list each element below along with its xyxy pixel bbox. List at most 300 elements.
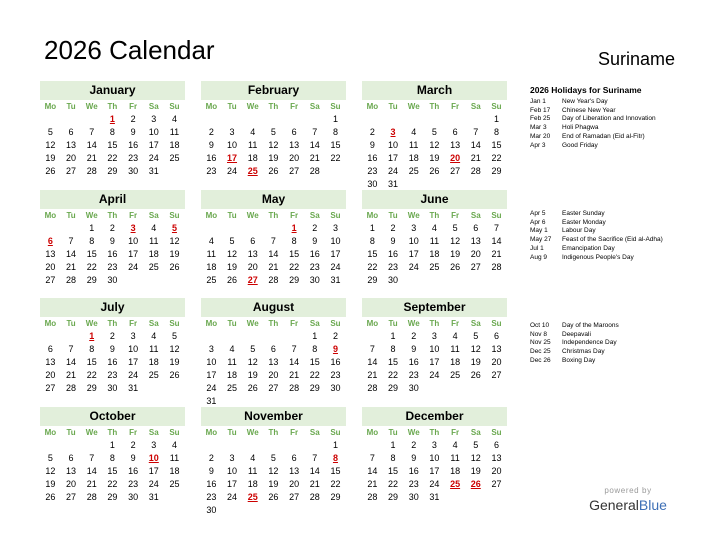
day-cell: 31 bbox=[128, 383, 139, 393]
weekday-label: Th bbox=[268, 211, 279, 220]
weekday-label: Su bbox=[330, 319, 341, 328]
holiday-row bbox=[530, 357, 710, 366]
day-cell: 9 bbox=[411, 453, 417, 463]
holiday-date-cell: 8 bbox=[332, 453, 338, 463]
day-cell: 7 bbox=[312, 453, 318, 463]
day-cell: 27 bbox=[66, 492, 77, 502]
weekday-label: Fr bbox=[451, 428, 460, 437]
day-cell: 25 bbox=[408, 166, 419, 176]
day-cell: 27 bbox=[450, 166, 461, 176]
day-cell: 29 bbox=[330, 492, 341, 502]
holiday-date-cell: 10 bbox=[148, 453, 159, 463]
day-cell: 9 bbox=[208, 140, 214, 150]
day-cell: 19 bbox=[268, 479, 279, 489]
day-cell: 24 bbox=[227, 166, 238, 176]
holiday-name: New Year's Day bbox=[562, 98, 608, 105]
day-cell: 19 bbox=[227, 262, 238, 272]
month-days-grid bbox=[40, 317, 185, 395]
month-header: December bbox=[362, 407, 507, 426]
day-cell: 16 bbox=[128, 466, 139, 476]
day-cell: 26 bbox=[169, 370, 180, 380]
day-cell: 6 bbox=[452, 127, 458, 137]
weekday-label: Th bbox=[429, 102, 440, 111]
weekday-label: Mo bbox=[44, 428, 57, 437]
day-cell: 21 bbox=[367, 479, 378, 489]
day-cell: 26 bbox=[268, 166, 279, 176]
holiday-date: Oct 10 bbox=[530, 322, 550, 329]
day-cell: 12 bbox=[470, 453, 481, 463]
empty-day-cell bbox=[61, 222, 82, 235]
day-cell: 29 bbox=[367, 275, 378, 285]
day-cell: 23 bbox=[408, 479, 419, 489]
day-cell: 17 bbox=[388, 153, 399, 163]
day-cell: 17 bbox=[408, 249, 419, 259]
day-cell: 13 bbox=[45, 357, 56, 367]
holiday-date-cell: 3 bbox=[130, 223, 136, 233]
day-cell: 23 bbox=[309, 262, 320, 272]
day-cell: 21 bbox=[268, 262, 279, 272]
day-cell: 7 bbox=[270, 236, 276, 246]
holiday-date-cell: 20 bbox=[450, 153, 461, 163]
weekday-label: We bbox=[85, 211, 98, 220]
day-cell: 17 bbox=[128, 357, 139, 367]
day-cell: 25 bbox=[450, 370, 461, 380]
day-cell: 24 bbox=[148, 479, 159, 489]
weekday-label: Fr bbox=[129, 102, 138, 111]
holidays-title: 2026 Holidays for Suriname bbox=[530, 85, 642, 95]
day-cell: 6 bbox=[250, 236, 256, 246]
weekday-label: Tu bbox=[66, 211, 76, 220]
weekday-label: Sa bbox=[470, 102, 481, 111]
day-cell: 27 bbox=[45, 383, 56, 393]
day-cell: 27 bbox=[491, 370, 502, 380]
holiday-date-cell: 9 bbox=[332, 344, 338, 354]
day-cell: 20 bbox=[289, 479, 300, 489]
day-cell: 18 bbox=[450, 466, 461, 476]
weekday-label: Th bbox=[107, 102, 118, 111]
day-cell: 7 bbox=[369, 344, 375, 354]
day-cell: 14 bbox=[268, 249, 279, 259]
weekday-label: We bbox=[85, 319, 98, 328]
weekday-label: Sa bbox=[148, 428, 159, 437]
weekday-label: We bbox=[85, 428, 98, 437]
holiday-name: Labour Day bbox=[562, 227, 596, 235]
day-cell: 1 bbox=[390, 331, 396, 341]
day-cell: 4 bbox=[431, 223, 437, 233]
weekday-label: Tu bbox=[388, 102, 398, 111]
holiday-name: Good Friday bbox=[562, 141, 598, 149]
day-cell: 13 bbox=[470, 236, 481, 246]
day-cell: 14 bbox=[367, 357, 378, 367]
day-cell: 5 bbox=[473, 440, 479, 450]
holiday-name: Holi Phagwa bbox=[562, 124, 599, 132]
day-cell: 30 bbox=[128, 166, 139, 176]
day-cell: 24 bbox=[429, 479, 440, 489]
day-cell: 22 bbox=[367, 262, 378, 272]
day-cell: 21 bbox=[367, 370, 378, 380]
day-cell: 29 bbox=[86, 275, 97, 285]
day-cell: 5 bbox=[47, 453, 53, 463]
day-cell: 20 bbox=[491, 466, 502, 476]
day-cell: 11 bbox=[149, 344, 159, 354]
day-cell: 11 bbox=[409, 140, 419, 150]
day-cell: 2 bbox=[332, 331, 338, 341]
month-header: March bbox=[362, 81, 507, 100]
day-cell: 22 bbox=[330, 153, 341, 163]
day-cell: 29 bbox=[289, 275, 300, 285]
weekday-label: Su bbox=[491, 319, 502, 328]
holiday-date-cell: 27 bbox=[247, 275, 258, 285]
weekday-label: Su bbox=[169, 102, 180, 111]
empty-day-cell bbox=[383, 113, 404, 126]
empty-day-cell bbox=[40, 113, 61, 126]
day-cell: 3 bbox=[431, 331, 437, 341]
day-cell: 29 bbox=[388, 492, 399, 502]
day-cell: 23 bbox=[206, 492, 217, 502]
weekday-label: We bbox=[407, 319, 420, 328]
holiday-row bbox=[530, 98, 710, 107]
day-cell: 3 bbox=[130, 331, 136, 341]
weekday-label: Fr bbox=[129, 211, 138, 220]
day-cell: 1 bbox=[332, 114, 338, 124]
day-cell: 18 bbox=[148, 357, 159, 367]
day-cell: 16 bbox=[330, 357, 341, 367]
holiday-date: Mar 3 bbox=[530, 124, 547, 132]
day-cell: 3 bbox=[431, 440, 437, 450]
country-name: Suriname bbox=[598, 49, 676, 69]
day-cell: 19 bbox=[45, 479, 56, 489]
month-header: November bbox=[201, 407, 346, 426]
day-cell: 26 bbox=[45, 166, 56, 176]
day-cell: 21 bbox=[309, 153, 320, 163]
day-cell: 30 bbox=[128, 492, 139, 502]
day-cell: 8 bbox=[291, 236, 297, 246]
empty-day-cell bbox=[222, 330, 243, 343]
day-cell: 30 bbox=[107, 383, 118, 393]
day-cell: 23 bbox=[330, 370, 341, 380]
day-cell: 18 bbox=[148, 249, 159, 259]
day-cell: 26 bbox=[268, 492, 279, 502]
day-cell: 22 bbox=[388, 479, 399, 489]
empty-day-cell bbox=[222, 113, 243, 126]
day-cell: 7 bbox=[89, 127, 95, 137]
month-header: January bbox=[40, 81, 185, 100]
day-cell: 21 bbox=[470, 153, 481, 163]
day-cell: 23 bbox=[107, 262, 118, 272]
day-cell: 20 bbox=[45, 370, 56, 380]
day-cell: 31 bbox=[148, 166, 159, 176]
weekday-label: Su bbox=[491, 211, 502, 220]
day-cell: 1 bbox=[369, 223, 375, 233]
day-cell: 4 bbox=[151, 223, 157, 233]
holiday-date: Mar 20 bbox=[530, 132, 551, 140]
day-cell: 8 bbox=[369, 236, 375, 246]
day-cell: 7 bbox=[493, 223, 499, 233]
holiday-date: Aug 9 bbox=[530, 253, 547, 261]
day-cell: 13 bbox=[491, 453, 502, 463]
day-cell: 20 bbox=[268, 370, 279, 380]
day-cell: 26 bbox=[45, 492, 56, 502]
day-cell: 18 bbox=[247, 479, 258, 489]
day-cell: 26 bbox=[450, 262, 461, 272]
weekday-label: Mo bbox=[44, 211, 57, 220]
day-cell: 8 bbox=[390, 453, 396, 463]
day-cell: 17 bbox=[429, 357, 440, 367]
empty-day-cell bbox=[445, 113, 466, 126]
empty-day-cell bbox=[61, 330, 82, 343]
weekday-label: Mo bbox=[44, 102, 57, 111]
day-cell: 25 bbox=[429, 262, 440, 272]
day-cell: 15 bbox=[388, 466, 399, 476]
weekday-label: We bbox=[246, 319, 259, 328]
weekday-label: Sa bbox=[470, 319, 481, 328]
holiday-row bbox=[530, 107, 710, 116]
day-cell: 28 bbox=[289, 383, 300, 393]
day-cell: 18 bbox=[429, 249, 440, 259]
day-cell: 23 bbox=[107, 370, 118, 380]
day-cell: 12 bbox=[45, 140, 56, 150]
weekday-label: Sa bbox=[309, 211, 320, 220]
holiday-date: May 27 bbox=[530, 236, 552, 244]
weekday-label: Su bbox=[330, 211, 341, 220]
day-cell: 4 bbox=[171, 440, 177, 450]
day-cell: 15 bbox=[107, 140, 118, 150]
weekday-label: Tu bbox=[66, 319, 76, 328]
day-cell: 30 bbox=[107, 275, 118, 285]
empty-day-cell bbox=[304, 439, 325, 452]
holiday-list-q1 bbox=[530, 84, 710, 150]
empty-day-cell bbox=[362, 439, 383, 452]
empty-day-cell bbox=[242, 113, 263, 126]
day-cell: 15 bbox=[330, 466, 341, 476]
day-cell: 28 bbox=[491, 262, 502, 272]
day-cell: 20 bbox=[66, 479, 77, 489]
holiday-row bbox=[530, 331, 710, 340]
weekday-label: Th bbox=[268, 102, 279, 111]
day-cell: 1 bbox=[312, 331, 318, 341]
day-cell: 4 bbox=[171, 114, 177, 124]
day-cell: 15 bbox=[107, 466, 118, 476]
day-cell: 2 bbox=[208, 453, 214, 463]
weekday-label: Sa bbox=[309, 428, 320, 437]
day-cell: 2 bbox=[390, 223, 396, 233]
weekday-label: Th bbox=[107, 428, 118, 437]
empty-day-cell bbox=[263, 222, 284, 235]
day-cell: 18 bbox=[169, 466, 180, 476]
month-header: April bbox=[40, 190, 185, 209]
day-cell: 28 bbox=[86, 166, 97, 176]
day-cell: 2 bbox=[369, 127, 375, 137]
day-cell: 3 bbox=[229, 127, 235, 137]
weekday-label: We bbox=[407, 428, 420, 437]
day-cell: 7 bbox=[312, 127, 318, 137]
brand-name bbox=[588, 496, 668, 514]
day-cell: 28 bbox=[367, 383, 378, 393]
month-may bbox=[201, 190, 346, 287]
day-cell: 14 bbox=[289, 357, 300, 367]
month-header: June bbox=[362, 190, 507, 209]
day-cell: 3 bbox=[208, 344, 214, 354]
day-cell: 22 bbox=[289, 262, 300, 272]
day-cell: 13 bbox=[491, 344, 502, 354]
day-cell: 29 bbox=[86, 383, 97, 393]
weekday-label: Mo bbox=[366, 102, 379, 111]
day-cell: 16 bbox=[408, 357, 419, 367]
day-cell: 19 bbox=[247, 370, 258, 380]
day-cell: 31 bbox=[148, 492, 159, 502]
day-cell: 24 bbox=[128, 262, 139, 272]
empty-day-cell bbox=[81, 439, 102, 452]
day-cell: 12 bbox=[45, 466, 56, 476]
day-cell: 9 bbox=[130, 453, 136, 463]
day-cell: 14 bbox=[470, 140, 481, 150]
weekday-label: Fr bbox=[290, 428, 299, 437]
day-cell: 19 bbox=[470, 466, 481, 476]
month-header: August bbox=[201, 298, 346, 317]
day-cell: 12 bbox=[429, 140, 440, 150]
day-cell: 1 bbox=[390, 440, 396, 450]
day-cell: 13 bbox=[289, 140, 300, 150]
day-cell: 7 bbox=[68, 344, 74, 354]
day-cell: 26 bbox=[429, 166, 440, 176]
empty-day-cell bbox=[263, 330, 284, 343]
weekday-label: Th bbox=[429, 428, 440, 437]
day-cell: 2 bbox=[109, 331, 115, 341]
day-cell: 17 bbox=[128, 249, 139, 259]
day-cell: 18 bbox=[169, 140, 180, 150]
empty-day-cell bbox=[222, 439, 243, 452]
weekday-label: Tu bbox=[66, 102, 76, 111]
holiday-name: Day of the Maroons bbox=[562, 322, 619, 329]
month-days-grid bbox=[362, 317, 507, 395]
day-cell: 29 bbox=[388, 383, 399, 393]
day-cell: 12 bbox=[268, 466, 279, 476]
holiday-list-q3 bbox=[530, 322, 710, 366]
holiday-date: Jul 1 bbox=[530, 244, 544, 252]
day-cell: 7 bbox=[291, 344, 297, 354]
day-cell: 24 bbox=[148, 153, 159, 163]
day-cell: 5 bbox=[431, 127, 437, 137]
month-days-grid bbox=[201, 426, 346, 517]
weekday-label: Sa bbox=[148, 102, 159, 111]
day-cell: 13 bbox=[289, 466, 300, 476]
day-cell: 3 bbox=[229, 453, 235, 463]
day-cell: 9 bbox=[369, 140, 375, 150]
day-cell: 16 bbox=[408, 466, 419, 476]
empty-day-cell bbox=[222, 222, 243, 235]
holiday-list-q2 bbox=[530, 210, 710, 262]
month-days-grid bbox=[362, 209, 507, 287]
day-cell: 9 bbox=[208, 466, 214, 476]
day-cell: 11 bbox=[429, 236, 440, 246]
weekday-label: Fr bbox=[129, 428, 138, 437]
day-cell: 15 bbox=[86, 357, 97, 367]
weekday-label: Fr bbox=[129, 319, 138, 328]
day-cell: 3 bbox=[151, 440, 157, 450]
day-cell: 17 bbox=[148, 466, 159, 476]
holiday-date-cell: 5 bbox=[171, 223, 177, 233]
day-cell: 12 bbox=[247, 357, 258, 367]
day-cell: 19 bbox=[169, 249, 180, 259]
weekday-label: Sa bbox=[309, 319, 320, 328]
day-cell: 8 bbox=[312, 344, 318, 354]
day-cell: 24 bbox=[227, 492, 238, 502]
day-cell: 6 bbox=[291, 453, 297, 463]
holiday-date-cell: 25 bbox=[450, 479, 461, 489]
day-cell: 5 bbox=[250, 344, 256, 354]
generalblue-logo[interactable] bbox=[588, 486, 668, 514]
holiday-date: Apr 5 bbox=[530, 210, 546, 217]
month-header: September bbox=[362, 298, 507, 317]
holiday-date-cell: 26 bbox=[470, 479, 481, 489]
month-april bbox=[40, 190, 185, 287]
day-cell: 4 bbox=[250, 453, 256, 463]
holiday-row bbox=[530, 227, 710, 236]
day-cell: 24 bbox=[206, 383, 217, 393]
weekday-label: Mo bbox=[366, 211, 379, 220]
holiday-name: Chinese New Year bbox=[562, 106, 616, 114]
month-header: October bbox=[40, 407, 185, 426]
day-cell: 10 bbox=[128, 236, 139, 246]
day-cell: 20 bbox=[470, 249, 481, 259]
holiday-date-cell: 1 bbox=[89, 331, 95, 341]
day-cell: 23 bbox=[388, 262, 399, 272]
day-cell: 30 bbox=[408, 383, 419, 393]
day-cell: 2 bbox=[208, 127, 214, 137]
day-cell: 11 bbox=[169, 127, 180, 137]
holiday-row bbox=[530, 236, 710, 245]
empty-day-cell bbox=[263, 439, 284, 452]
day-cell: 14 bbox=[86, 140, 97, 150]
weekday-label: Tu bbox=[227, 319, 237, 328]
day-cell: 15 bbox=[86, 249, 97, 259]
empty-day-cell bbox=[465, 113, 486, 126]
day-cell: 8 bbox=[109, 127, 115, 137]
weekday-label: Su bbox=[169, 319, 180, 328]
empty-day-cell bbox=[242, 222, 263, 235]
day-cell: 29 bbox=[491, 166, 502, 176]
day-cell: 30 bbox=[388, 275, 399, 285]
day-cell: 27 bbox=[289, 492, 300, 502]
day-cell: 2 bbox=[411, 331, 417, 341]
day-cell: 30 bbox=[206, 505, 217, 515]
month-february bbox=[201, 81, 346, 178]
day-cell: 27 bbox=[289, 166, 300, 176]
day-cell: 5 bbox=[473, 331, 479, 341]
holiday-date-cell: 25 bbox=[247, 166, 258, 176]
day-cell: 21 bbox=[309, 479, 320, 489]
holiday-date: Nov 25 bbox=[530, 339, 551, 347]
day-cell: 23 bbox=[128, 153, 139, 163]
weekday-label: Fr bbox=[451, 211, 460, 220]
month-august bbox=[201, 298, 346, 408]
holiday-date: Apr 3 bbox=[530, 141, 546, 149]
day-cell: 21 bbox=[86, 479, 97, 489]
weekday-label: We bbox=[85, 102, 98, 111]
powered-by-text: powered by bbox=[604, 486, 652, 495]
weekday-label: We bbox=[407, 211, 420, 220]
day-cell: 11 bbox=[248, 140, 258, 150]
day-cell: 24 bbox=[408, 262, 419, 272]
day-cell: 5 bbox=[452, 223, 458, 233]
day-cell: 2 bbox=[130, 114, 136, 124]
day-cell: 26 bbox=[247, 383, 258, 393]
weekday-label: Th bbox=[107, 211, 118, 220]
day-cell: 26 bbox=[470, 370, 481, 380]
day-cell: 17 bbox=[429, 466, 440, 476]
weekday-label: Th bbox=[429, 319, 440, 328]
month-october bbox=[40, 407, 185, 504]
